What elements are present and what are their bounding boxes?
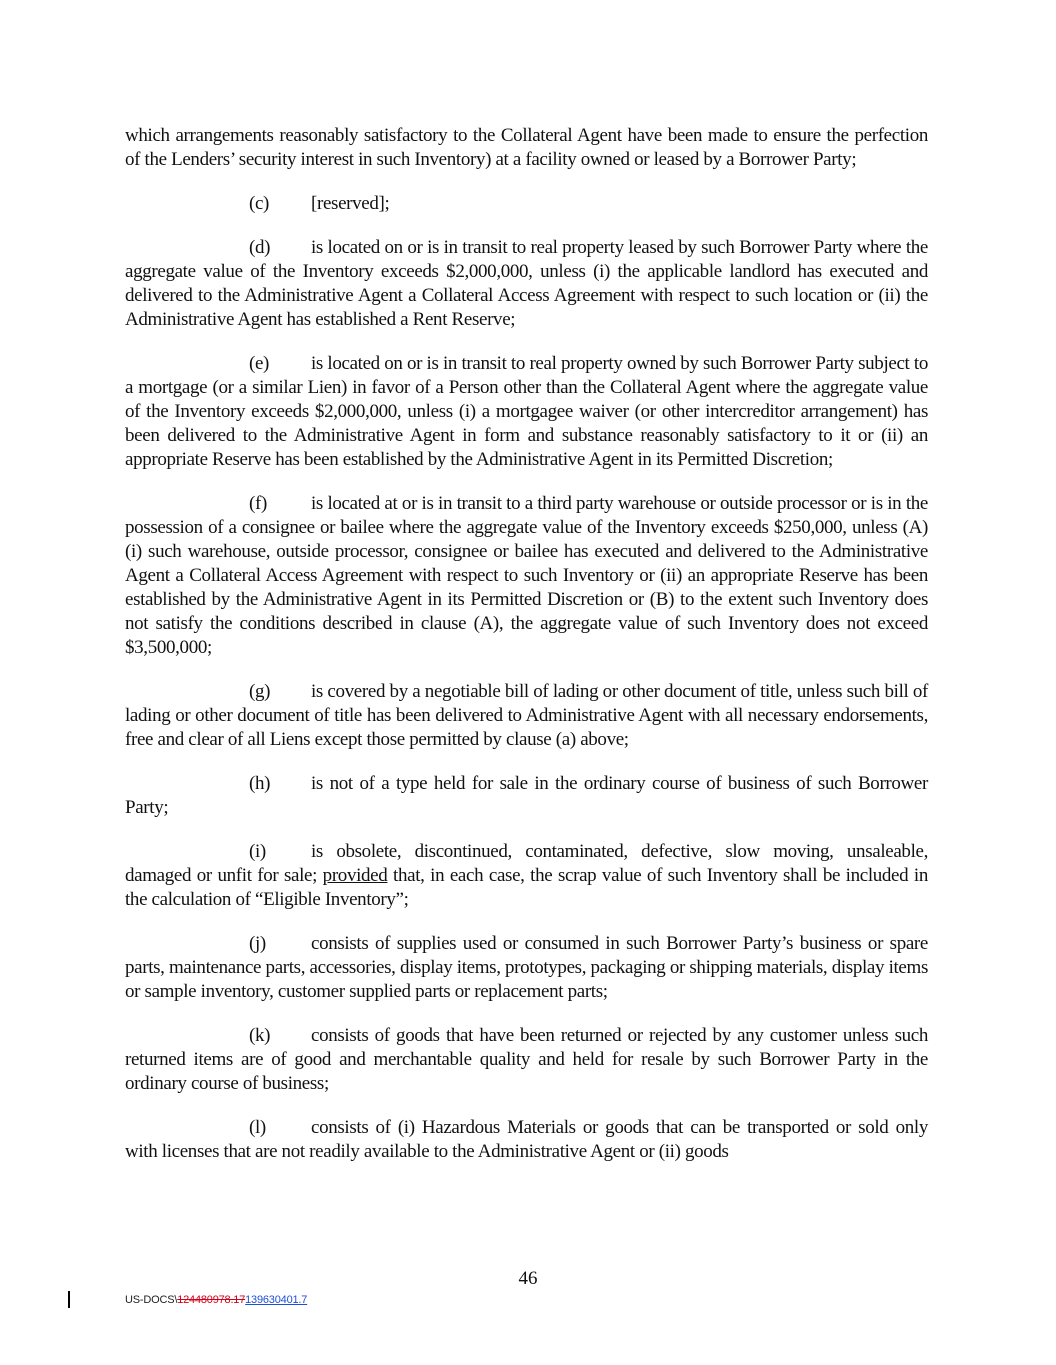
- intro-paragraph: which arrangements reasonably satisfactory to the Collateral Agent have been made to ensure the perfection of the Lenders’ security interest in such Inventory) at a facility owned or leased by a Borrower Party;: [125, 125, 928, 170]
- clause-g-label: (g): [249, 681, 271, 702]
- clause-c-text: [reserved];: [311, 193, 390, 214]
- clause-l-label: (l): [249, 1117, 266, 1138]
- clause-d-text: is located on or is in transit to real property leased by such Borrower Party where the aggregate value of the Inventory exceeds $2,000,000, unless (i) the applicable landlord has executed and delivered to the Administrative Agent a Collateral Access Agreement with respect to such location or (ii) the Administrative Agent has established a Rent Reserve;: [125, 237, 928, 330]
- clause-c: [125, 192, 928, 216]
- clause-k-text: consists of goods that have been returned or rejected by any customer unless such returned items are of good and merchantable quality and held for resale by such Borrower Party in the ordinary course of business;: [125, 1025, 928, 1094]
- clause-e-text: is located on or is in transit to real property owned by such Borrower Party subject to a mortgage (or a similar Lien) in favor of a Person other than the Collateral Agent where the aggregate value of the Inventory exceeds $2,000,000, unless (i) a mortgagee waiver (or other intercreditor arrangement) has been delivered to the Administrative Agent in form and substance reasonably satisfactory to it or (ii) an appropriate Reserve has been established by the Administrative Agent in its Permitted Discretion;: [125, 353, 928, 470]
- clause-j-text: consists of supplies used or consumed in such Borrower Party’s business or spare parts, maintenance parts, accessories, display items, prototypes, packaging or shipping materials, display items or sample inventory, customer supplied parts or replacement parts;: [125, 933, 928, 1002]
- clause-i: [125, 840, 928, 912]
- clause-l: [125, 1116, 928, 1164]
- clause-i-label: (i): [249, 841, 266, 862]
- clause-k-label: (k): [249, 1025, 271, 1046]
- clause-i-text-before: is obsolete, discontinued, contaminated, defective, slow moving, unsaleable, damaged or unfit for sale;: [125, 841, 928, 886]
- document-body: [125, 124, 928, 1184]
- clause-h: [125, 772, 928, 820]
- clause-g: [125, 680, 928, 752]
- clause-f-text: is located at or is in transit to a third party warehouse or outside processor or is in the possession of a consignee or bailee where the aggregate value of the Inventory exceeds $250,000, unless (A) (i) such warehouse, outside processor, consignee or bailee has executed and delivered to the Administrative Agent a Collateral Access Agreement with respect to such Inventory or (ii) an appropriate Reserve has been established by the Administrative Agent in its Permitted Discretion or (B) to the extent such Inventory does not satisfy the conditions described in clause (A), the aggregate value of such Inventory does not exceed $3,500,000;: [125, 493, 928, 658]
- provided-term: provided: [322, 865, 388, 886]
- clause-d-label: (d): [249, 237, 271, 258]
- doc-id-prefix: US-DOCS\: [125, 1294, 178, 1306]
- clause-j: [125, 932, 928, 1004]
- clause-g-text: is covered by a negotiable bill of lading or other document of title, unless such bill of lading or other document of title has been delivered to Administrative Agent with all necessary endorsements, free and clear of all Liens except those permitted by clause (a) above;: [125, 681, 928, 750]
- document-id-footer: [125, 1294, 307, 1306]
- clause-h-label: (h): [249, 773, 271, 794]
- page-number: 46: [518, 1268, 538, 1289]
- revision-change-bar: [68, 1291, 70, 1308]
- clause-c-label: (c): [249, 193, 270, 214]
- clause-i-text-after: that, in each case, the scrap value of such Inventory shall be included in the calculation of “Eligible Inventory”;: [125, 865, 928, 910]
- clause-f-label: (f): [249, 493, 267, 514]
- clause-j-label: (j): [249, 933, 266, 954]
- clause-h-text: is not of a type held for sale in the ordinary course of business of such Borrower Party;: [125, 773, 928, 818]
- clause-k: [125, 1024, 928, 1096]
- clause-f: [125, 492, 928, 660]
- clause-d: [125, 236, 928, 332]
- doc-id-deleted: 124480978.17: [177, 1294, 246, 1306]
- doc-id-inserted: 139630401.7: [245, 1294, 308, 1306]
- clause-l-text: consists of (i) Hazardous Materials or goods that can be transported or sold only with licenses that are not readily available to the Administrative Agent or (ii) goods: [125, 1117, 928, 1162]
- clause-e-label: (e): [249, 353, 270, 374]
- clause-e: [125, 352, 928, 472]
